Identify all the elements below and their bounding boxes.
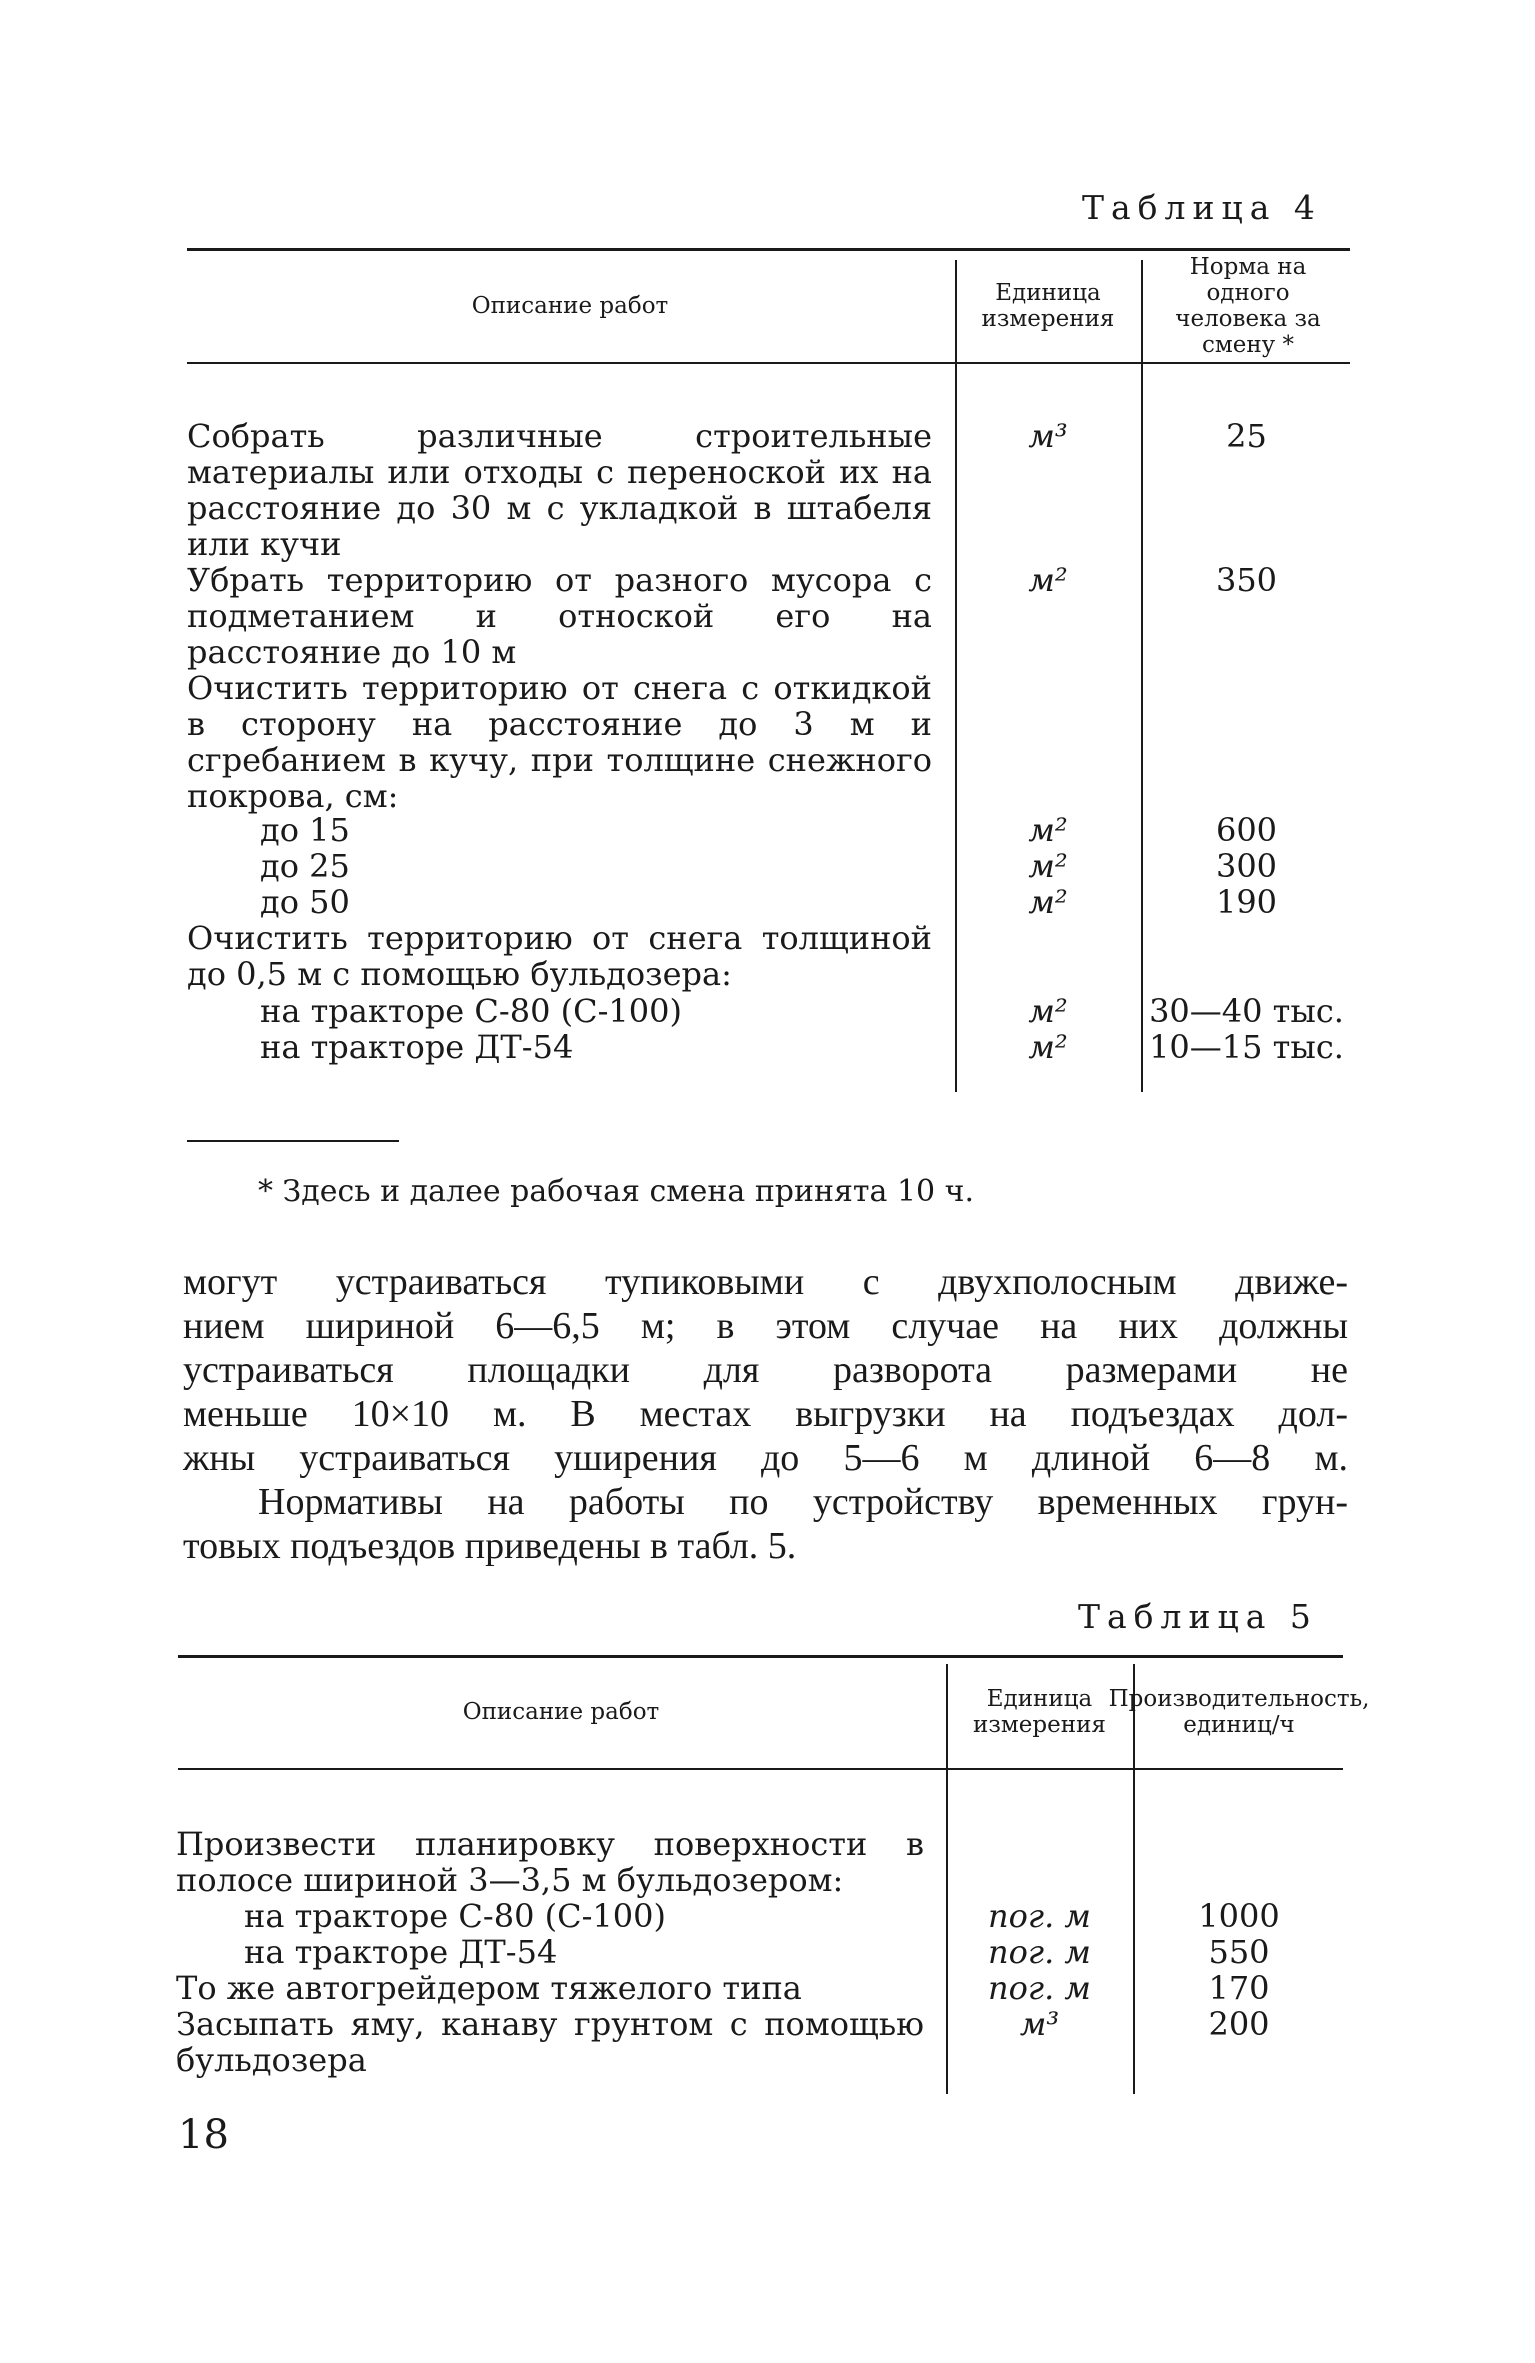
- table4-row-unit: м²: [1028, 811, 1068, 849]
- table4-caption: Таблица 4: [1082, 188, 1322, 227]
- table4-row-desc: Очистить территорию от снега с откидкой в сторону на расстояние до 3 м и сгребанием в кучу, при толщине снежного покрова, см:: [187, 669, 932, 815]
- table5-header-rule: [178, 1768, 1343, 1770]
- table4-row-value: 600: [1215, 811, 1278, 849]
- table4-row-value: 350: [1215, 561, 1278, 599]
- table4-footnote: * Здесь и далее рабочая смена принята 10 ч.: [258, 1174, 975, 1209]
- table5-row-value: 1000: [1198, 1897, 1280, 1935]
- table4-header-rule: [187, 362, 1350, 364]
- paragraph-line: могут устраиваться тупиковыми с двухполосным движе-: [183, 1261, 1348, 1303]
- table5-row-desc: на тракторе С-80 (С-100): [244, 1897, 666, 1935]
- table5-row-unit: пог. м: [988, 1933, 1091, 1971]
- table4-row-desc: до 50: [260, 883, 350, 921]
- paragraph-line: товых подъездов приведены в табл. 5.: [183, 1525, 797, 1567]
- paragraph-line: Нормативы на работы по устройству временных грун-: [258, 1481, 1348, 1523]
- table4-row-desc: Убрать территорию от разного мусора с подметанием и отноской его на расстояние до 10 м: [187, 561, 932, 671]
- paragraph-line: меньше 10×10 м. В местах выгрузки на подъездах дол-: [183, 1393, 1348, 1435]
- table4-header-norm: Норма на одного человека за смену *: [1175, 254, 1321, 358]
- table4-row-desc: Очистить территорию от снега толщиной до 0,5 м с помощью бульдозера:: [187, 919, 932, 993]
- table4-row-value: 30—40 тыс.: [1149, 992, 1344, 1030]
- table5-caption: Таблица 5: [1078, 1597, 1318, 1636]
- table4-header-description: Описание работ: [471, 293, 669, 319]
- paragraph-line: устраиваться площадки для разворота размерами не: [183, 1349, 1348, 1391]
- table5-row-value: 200: [1208, 2005, 1270, 2043]
- table4-top-rule: [187, 248, 1350, 251]
- table5-row-desc: То же автогрейдером тяжелого типа: [176, 1969, 802, 2007]
- table5-row-unit: м³: [1019, 2005, 1060, 2043]
- table4-row-unit: м²: [1028, 561, 1068, 599]
- table5-row-desc: Засыпать яму, канаву грунтом с помощью бульдозера: [176, 2005, 924, 2079]
- table5-row-value: 170: [1208, 1969, 1270, 2007]
- body-paragraph: [183, 1260, 1348, 1480]
- page-number: 18: [178, 2112, 229, 2158]
- table4-divider-1: [955, 260, 957, 1092]
- table4-row-desc: до 25: [260, 847, 350, 885]
- footnote-rule: [187, 1140, 399, 1142]
- paragraph-line: жны устраиваться уширения до 5—6 м длиной 6—8 м.: [183, 1437, 1348, 1479]
- table4-row-desc: на тракторе С-80 (С-100): [260, 992, 682, 1030]
- table4-row-unit: м²: [1028, 1028, 1068, 1066]
- table4-row-unit: м²: [1028, 992, 1068, 1030]
- table4-row-unit: м²: [1028, 847, 1068, 885]
- table4-row-unit: м²: [1028, 883, 1068, 921]
- table4-row-value: 190: [1215, 883, 1278, 921]
- table5-header-description: Описание работ: [462, 1699, 660, 1725]
- table5-row-unit: пог. м: [988, 1897, 1091, 1935]
- table4-header-unit: Единица измерения: [981, 280, 1115, 332]
- table4-row-desc: Собрать различные строительные материалы или отходы с переноской их на расстояние до 30 м с укладкой в штабеля или кучи: [187, 417, 932, 563]
- table5-row-unit: пог. м: [988, 1969, 1091, 2007]
- body-paragraph-2: [183, 1480, 1348, 1568]
- paragraph-line: нием шириной 6—6,5 м; в этом случае на них должны: [183, 1305, 1348, 1347]
- table4-row-value: 25: [1226, 417, 1267, 455]
- table4-divider-2: [1141, 260, 1143, 1092]
- table4-row-value: 10—15 тыс.: [1149, 1028, 1344, 1066]
- table4-row-desc: до 15: [260, 811, 350, 849]
- table5-row-desc: на тракторе ДТ-54: [244, 1933, 558, 1971]
- table5-header-unit: Единица измерения: [973, 1686, 1106, 1738]
- table4-row-value: 300: [1215, 847, 1278, 885]
- table5-row-value: 550: [1208, 1933, 1270, 1971]
- table5-header-productivity: Производительность, единиц/ч: [1108, 1686, 1370, 1738]
- table5-row-desc: Произвести планировку поверхности в полосе шириной 3—3,5 м бульдозером:: [176, 1825, 924, 1899]
- table4-row-unit: м³: [1028, 417, 1068, 455]
- table4-row-desc: на тракторе ДТ-54: [260, 1028, 574, 1066]
